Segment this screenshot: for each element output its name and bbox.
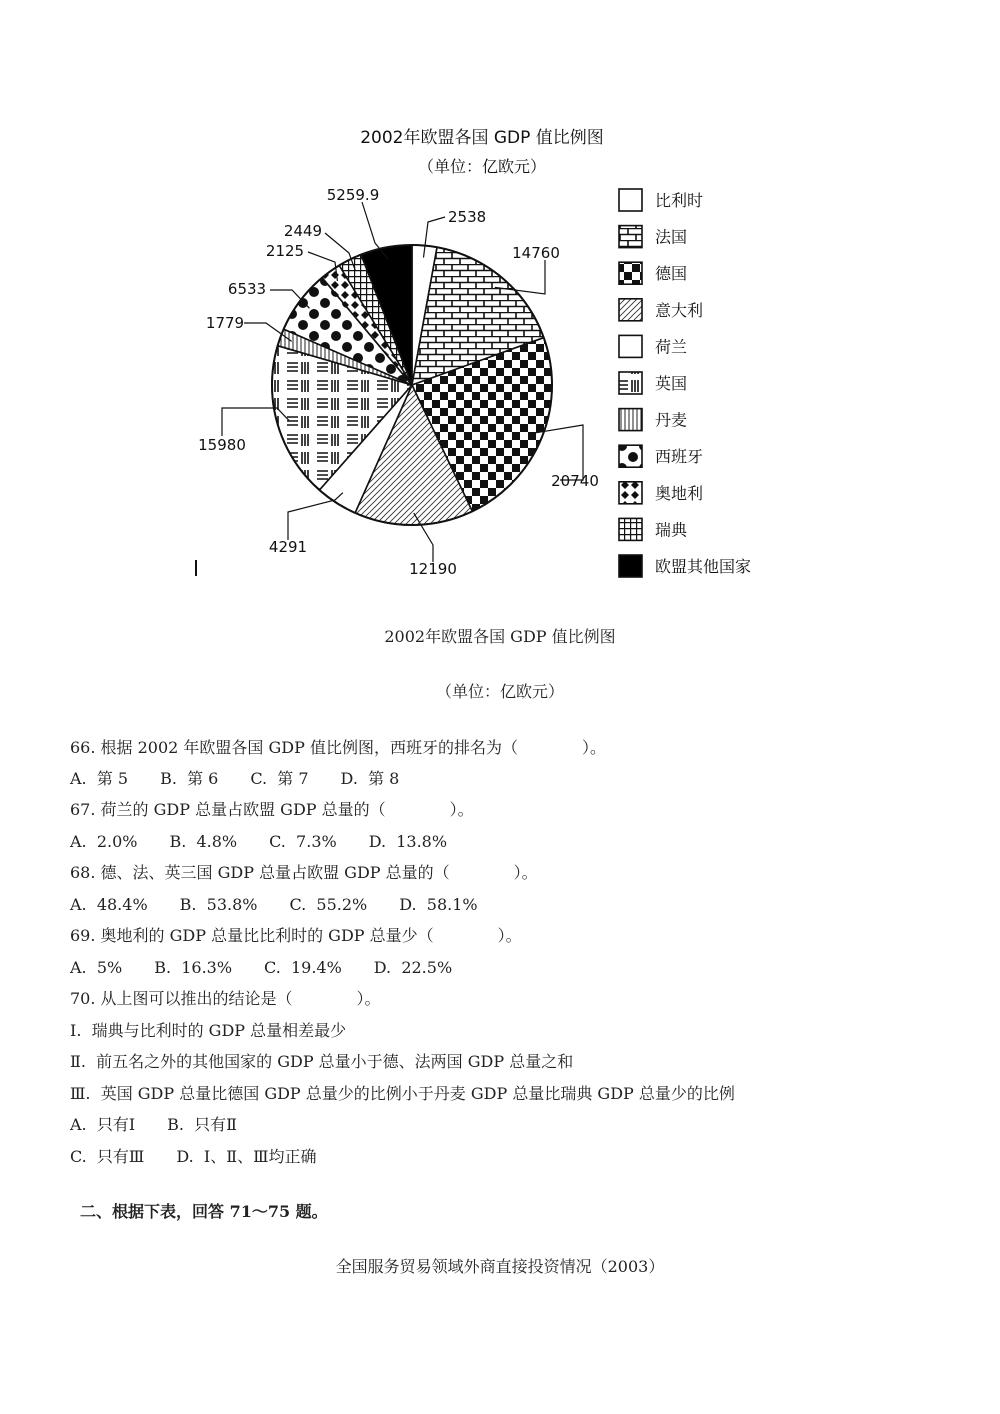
value-label: 15980 [198,436,246,454]
chart-title: 2002年欧盟各国 GDP 值比例图 [360,128,604,148]
value-label: 4291 [268,538,308,556]
legend-swatch [619,555,642,577]
legend-label: 荷兰 [655,337,688,357]
question-70-statement-2: Ⅱ. 前五名之外的其他国家的 GDP 总量小于德、法两国 GDP 总量之和 [70,1052,574,1071]
question-69-options: A. 5% B. 16.3% C. 19.4% D. 22.5% [70,958,453,977]
question-67: 67. 荷兰的 GDP 总量占欧盟 GDP 总量的（ ）。 [70,800,474,819]
pie-slices [272,245,552,525]
value-label: 5259.9 [326,186,380,204]
legend-label: 瑞典 [655,520,688,540]
value-label: 6533 [227,280,267,298]
question-70-statement-3: Ⅲ. 英国 GDP 总量比德国 GDP 总量少的比例小于丹麦 GDP 总量比瑞典 GDP 总量少的比例 [70,1084,735,1103]
legend-label: 英国 [655,374,688,393]
legend-label: 法国 [655,227,688,247]
value-label: 14760 [512,244,560,262]
question-66: 66. 根据 2002 年欧盟各国 GDP 值比例图，西班牙的排名为（ ）。 [70,738,606,757]
legend-swatch [619,262,642,284]
question-69: 69. 奥地利的 GDP 总量比比利时的 GDP 总量少（ ）。 [70,926,522,945]
value-label: 2449 [283,222,323,240]
legend [619,189,751,577]
legend-swatch [619,189,642,211]
value-label: 2125 [265,242,305,260]
value-label: 20740 [551,472,599,490]
legend-label: 比利时 [655,191,704,210]
leader-line [288,493,343,540]
legend-label: 西班牙 [655,447,704,467]
gdp-pie-figure [0,0,1000,600]
value-label: 2538 [448,208,487,226]
question-70-options-a-b: A. 只有Ⅰ B. 只有Ⅱ [70,1115,238,1134]
question-66-options: A. 第 5 B. 第 6 C. 第 7 D. 第 8 [70,769,400,788]
legend-swatch [619,482,642,504]
value-label: 12190 [409,560,457,578]
question-68: 68. 德、法、英三国 GDP 总量占欧盟 GDP 总量的（ ）。 [70,863,538,882]
question-68-options: A. 48.4% B. 53.8% C. 55.2% D. 58.1% [70,895,478,914]
table-title: 全国服务贸易领域外商直接投资情况（2003） [335,1257,665,1276]
legend-swatch [619,299,642,321]
legend-label: 奥地利 [655,483,704,503]
legend-swatch [619,335,642,357]
question-70: 70. 从上图可以推出的结论是（ ）。 [70,989,381,1008]
question-70-options-c-d: C. 只有Ⅲ D. Ⅰ、Ⅱ、Ⅲ均正确 [70,1147,317,1166]
legend-label: 德国 [655,264,688,284]
figure-caption: 2002年欧盟各国 GDP 值比例图 [384,627,616,646]
legend-label: 欧盟其他国家 [655,557,752,576]
figure-unit: （单位：亿欧元） [435,682,564,701]
question-67-options: A. 2.0% B. 4.8% C. 7.3% D. 13.8% [70,832,448,851]
legend-swatch [619,409,642,431]
legend-swatch [619,372,642,394]
legend-label: 丹麦 [655,410,688,430]
legend-swatch [619,445,642,467]
legend-swatch [619,518,642,540]
value-label: 1779 [205,314,245,332]
section-2-heading: 二、根据下表，回答 71～75 题。 [80,1202,328,1221]
question-70-statement-1: Ⅰ. 瑞典与比利时的 GDP 总量相差最少 [70,1021,347,1040]
legend-swatch [619,226,642,248]
legend-label: 意大利 [655,300,704,320]
chart-subtitle: （单位：亿欧元） [417,157,547,176]
